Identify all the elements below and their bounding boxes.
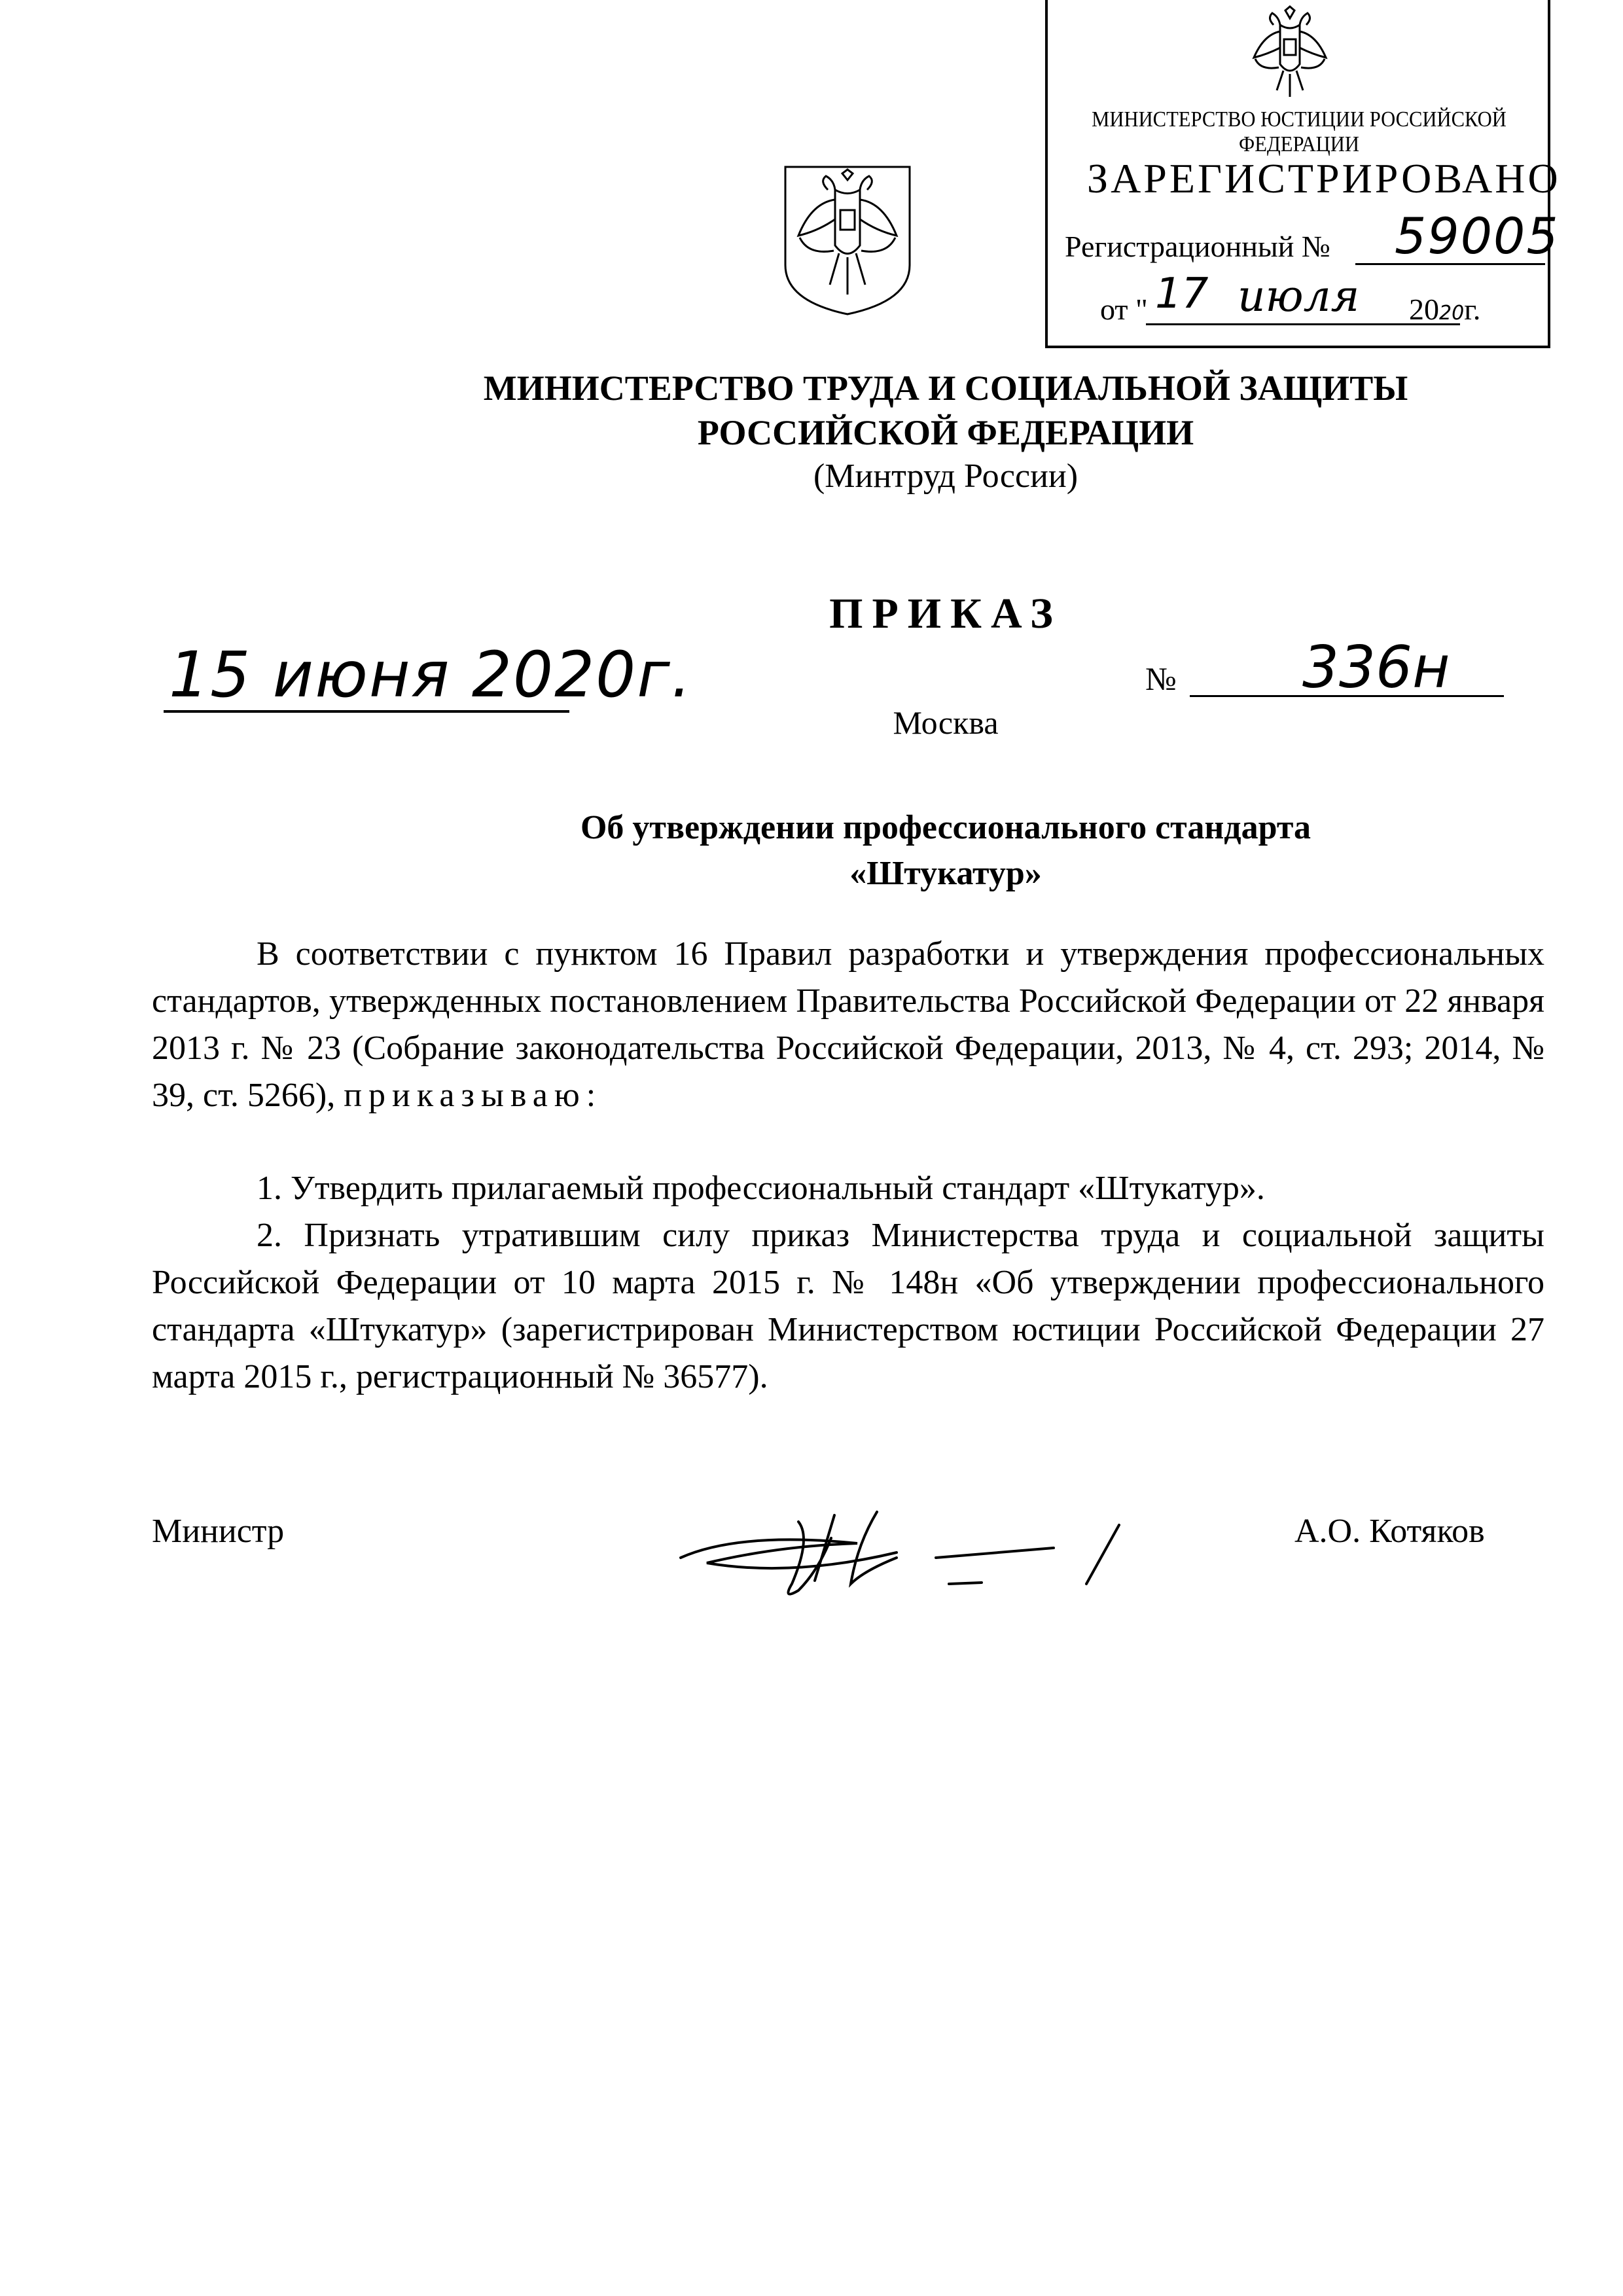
stamp-regno-label: Регистрационный № <box>1065 230 1330 263</box>
stamp-registered-label: ЗАРЕГИСТРИРОВАНО <box>1087 155 1561 202</box>
stamp-date-month: июля <box>1238 271 1360 321</box>
stamp-date-year-hand: 20 <box>1439 302 1465 325</box>
registration-stamp <box>1045 0 1561 348</box>
stamp-date-prefix: от " <box>1100 293 1148 326</box>
signatory-name: А.О. Котяков <box>1294 1513 1485 1550</box>
order-city: Москва <box>893 704 999 741</box>
stamp-date-year <box>1409 292 1480 327</box>
handwritten-signature <box>661 1486 1171 1617</box>
order-command-word: приказываю: <box>344 1077 603 1114</box>
order-number-value: 336н <box>1302 634 1450 701</box>
stamp-date-year-suffix: г. <box>1464 293 1481 326</box>
russian-coat-of-arms-icon <box>779 154 916 317</box>
order-number-label: № <box>1145 660 1177 697</box>
stamp-regno-value: 59005 <box>1395 207 1560 265</box>
order-item-1: 1. Утвердить прилагаемый профессиональный стандарт «Штукатур». <box>257 1170 1265 1207</box>
order-preamble-text: В соответствии с пунктом 16 Правил разработки и утверждения профессиональных стандартов, утвержденных постановлением Правительства Российской Федерации от 22 января 2013 г. № 23 (Собрание законодательства Российской Федерации, 2013, № 4, ст. 293; 2014, № 39, ст. 5266), <box>152 935 1544 1114</box>
stamp-date-year-prefix: 20 <box>1409 293 1439 326</box>
order-item-2: 2. Признать утратившим силу приказ Министерства труда и социальной защиты Российской Федерации от 10 марта 2015 г. № 148н «Об утверждении профессионального стандарта «Штукатур» (зарегистрирован Министерством юстиции Российской Федерации 27 марта 2015 г., регистрационный № 36577). <box>152 1217 1544 1395</box>
order-title: ПРИКАЗ <box>829 590 1062 637</box>
order-subject-line2: «Штукатур» <box>849 855 1042 892</box>
ministry-short-name: (Минтруд России) <box>813 457 1079 495</box>
stamp-date-day: 17 <box>1155 270 1209 318</box>
signatory-title: Министр <box>152 1513 285 1550</box>
ministry-name-line2: РОССИЙСКОЙ ФЕДЕРАЦИИ <box>697 413 1194 452</box>
order-date: 15 июня 2020г. <box>169 638 693 711</box>
order-preamble <box>152 931 1544 1119</box>
stamp-ministry-name: МИНИСТЕРСТВО ЮСТИЦИИ РОССИЙСКОЙ ФЕДЕРАЦИИ <box>1092 107 1507 156</box>
ministry-name-line1: МИНИСТЕРСТВО ТРУДА И СОЦИАЛЬНОЙ ЗАЩИТЫ <box>483 368 1408 408</box>
double-headed-eagle-icon <box>1247 5 1332 103</box>
order-subject-line1: Об утверждении профессионального стандарта <box>580 809 1311 846</box>
